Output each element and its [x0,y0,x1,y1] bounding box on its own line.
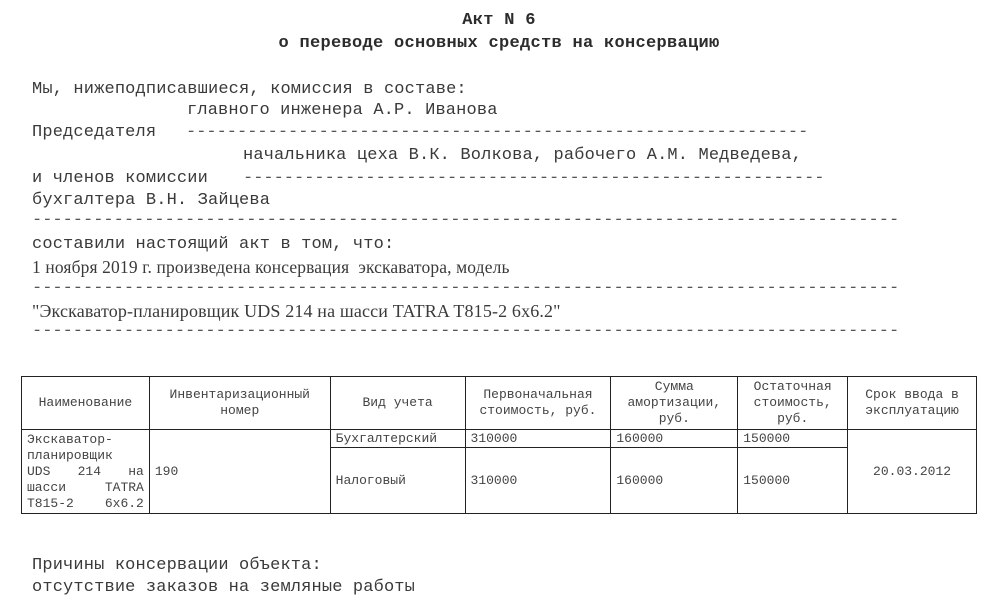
members-separator: --------------------------------------------------------- [243,169,825,188]
separator-3: ------------------------------------------------------------------------------------- [32,322,900,341]
equipment-model: "Экскаватор-планировщик UDS 214 на шасси TATRA T815-2 6х6.2" [32,301,561,321]
members-names: начальника цеха В.К. Волкова, рабочего А.М. Медведева, [243,146,802,165]
chair-separator: ------------------------------------------------------------- [186,123,809,142]
statement-intro: составили настоящий акт в том, что: [32,235,395,254]
header-inventory-number: Инвентаризационный номер [149,377,330,430]
inventory-number: 190 [149,430,330,514]
residual-cost: 150000 [738,430,848,448]
header-initial-cost: Первоначальная стоимость, руб. [465,377,611,430]
residual-cost: 150000 [738,448,848,514]
depreciation: 160000 [611,448,738,514]
commission-intro: Мы, нижеподписавшиеся, комиссия в составе: [32,80,467,99]
reasons-text: отсутствие заказов на земляные работы [32,578,416,597]
commissioning-date: 20.03.2012 [848,430,977,514]
table-header-row [22,377,977,430]
asset-name: Экскаватор-планировщик UDS 214 на шасси TATRA T815-2 6х6.2 [22,430,150,514]
header-name: Наименование [22,377,150,430]
statement-event: 1 ноября 2019 г. произведена консервация экскаватора, модель [32,257,510,277]
separator-1: ------------------------------------------------------------------------------------- [32,211,900,230]
header-depreciation: Сумма амортизации, руб. [611,377,738,430]
header-commissioning-date: Срок ввода в эксплуатацию [848,377,977,430]
separator-2: ------------------------------------------------------------------------------------- [32,279,900,298]
accounting-type: Бухгалтерский [330,430,465,448]
act-subtitle: о переводе основных средств на консервацию [278,34,720,53]
table-row [22,430,977,448]
chair-label: Председателя [32,123,157,142]
initial-cost: 310000 [465,448,611,514]
reasons-label: Причины консервации объекта: [32,556,322,575]
header-accounting-type: Вид учета [330,377,465,430]
chair-name: главного инженера А.Р. Иванова [187,101,498,120]
act-title: Акт N 6 [462,11,536,30]
accounting-type: Налоговый [330,448,465,514]
accountant-name: бухгалтера В.Н. Зайцева [32,191,271,210]
depreciation: 160000 [611,430,738,448]
initial-cost: 310000 [465,430,611,448]
assets-table [21,376,977,514]
header-residual-cost: Остаточная стоимость, руб. [738,377,848,430]
members-label: и членов комиссии [32,169,208,188]
